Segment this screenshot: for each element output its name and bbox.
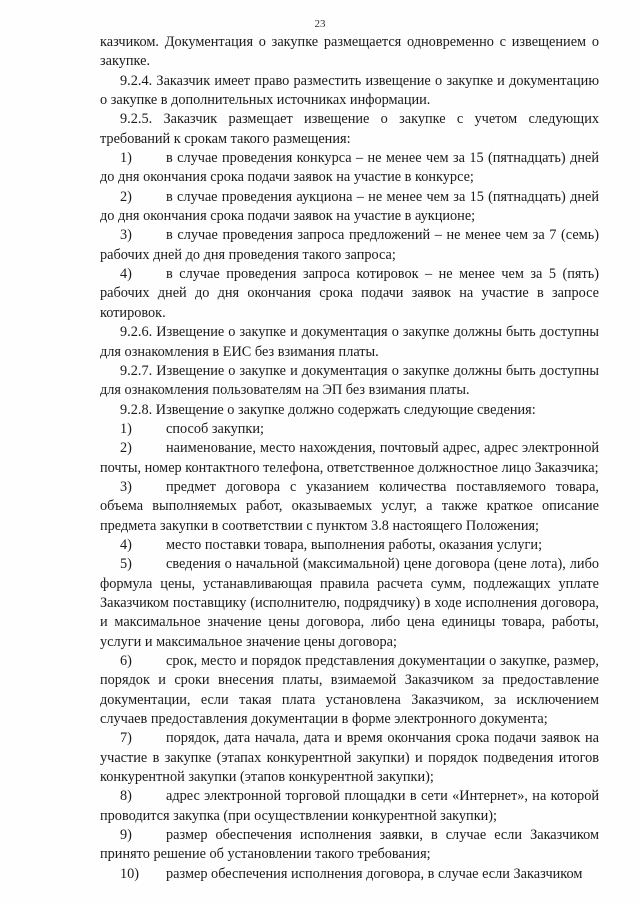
list-item-text: адрес электронной торговой площадки в сети «Интернет», на которой проводится закупка (при осуществлении конкурентной закупки);	[100, 788, 599, 824]
list-item-text: наименование, место нахождения, почтовый адрес, адрес электронной почты, номер контактного телефона, ответственное должностное лицо Заказчика;	[100, 440, 599, 476]
list-item-number: 3)	[120, 227, 132, 244]
list-item	[100, 265, 599, 323]
paragraph-9-2-5: 9.2.5. Заказчик размещает извещение о закупке с учетом следующих требований к срокам такого размещения:	[100, 111, 599, 147]
list-item-number: 7)	[120, 730, 132, 747]
paragraph-continuation: казчиком. Документация о закупке размещается одновременно с извещением о закупке.	[100, 34, 599, 70]
list-item-number: 1)	[120, 420, 132, 437]
list-item-number: 5)	[120, 556, 132, 573]
list-item-text: в случае проведения запроса предложений – не менее чем за 7 (семь) рабочих дней до дня проведения такого запроса;	[100, 227, 599, 263]
list-item-number: 4)	[120, 536, 132, 553]
list-item	[100, 149, 599, 188]
list-item	[100, 188, 599, 227]
list-item-number: 4)	[120, 266, 132, 283]
list-item	[100, 729, 599, 787]
list-item-text: размер обеспечения исполнения заявки, в случае если Заказчиком принято решение об установлении такого требования;	[100, 827, 599, 863]
list-item-text: предмет договора с указанием количества поставляемого товара, объема выполняемых работ, оказываемых услуг, а также краткое описание предмета закупки в соответствии с пунктом 3.8 настоящего Положения;	[100, 478, 599, 534]
list-item-text: порядок, дата начала, дата и время окончания срока подачи заявок на участие в закупке (этапах конкурентной закупки) и порядок подведения итогов конкурентной закупки (этапов конкурентной закупки);	[100, 730, 599, 786]
document-body	[100, 33, 599, 884]
list-item-number: 1)	[120, 150, 132, 167]
list-item	[100, 826, 599, 865]
list-item-text: размер обеспечения исполнения договора, в случае если Заказчиком	[166, 865, 583, 882]
list-item-number: 9)	[120, 827, 132, 844]
list-item-text: место поставки товара, выполнения работы, оказания услуги;	[166, 536, 543, 553]
list-item	[100, 555, 599, 652]
list-item	[100, 478, 599, 536]
list-item-number: 3)	[120, 478, 132, 495]
list-item-text: в случае проведения конкурса – не менее чем за 15 (пятнадцать) дней до дня окончания срока подачи заявок на участие в конкурсе;	[100, 150, 599, 186]
list-item-text: срок, место и порядок представления документации о закупке, размер, порядок и сроки внесения платы, взимаемой Заказчиком за предоставление документации, если такая плата установлена Заказчиком, за исключением случаев предоставления документации в форме электронного документа;	[100, 653, 599, 728]
list-item-number: 10)	[120, 865, 140, 882]
list-item-text: сведения о начальной (максимальной) цене договора (цене лота), либо формула цены, устанавливающая правила расчета сумм, подлежащих уплате Заказчиком поставщику (исполнителю, подрядчику) в ходе исполнения договора, и максимальное значение цены договора, либо цена единицы товара, работы, услуги и максимальное значение цены договора;	[100, 556, 599, 650]
list-item	[100, 652, 599, 729]
page-number: 23	[314, 18, 326, 30]
paragraph-9-2-8: 9.2.8. Извещение о закупке должно содержать следующие сведения:	[120, 401, 536, 418]
list-item	[100, 536, 599, 555]
list-item	[100, 420, 599, 439]
list-item	[100, 787, 599, 826]
list-item-number: 8)	[120, 788, 132, 805]
paragraph-9-2-6: 9.2.6. Извещение о закупке и документация о закупке должны быть доступны для ознакомления в ЕИС без взимания платы.	[100, 324, 599, 360]
list-item-text: в случае проведения аукциона – не менее чем за 15 (пятнадцать) дней до дня окончания срока подачи заявок на участие в аукционе;	[100, 188, 599, 225]
list-item-number: 6)	[120, 653, 132, 669]
paragraph-9-2-4: 9.2.4. Заказчик имеет право разместить извещение о закупке и документацию о закупке в дополнительных источниках информации.	[100, 72, 599, 109]
list-item-text: в случае проведения запроса котировок – не менее чем за 5 (пять) рабочих дней до дня окончания срока подачи заявок на участие в запросе котировок.	[100, 266, 599, 321]
list-item-number: 2)	[120, 440, 132, 457]
paragraph-9-2-7: 9.2.7. Извещение о закупке и документация о закупке должны быть доступны для ознакомления пользователям на ЭП без взимания платы.	[100, 362, 599, 399]
list-item-text: способ закупки;	[166, 420, 264, 437]
list-item	[100, 226, 599, 265]
list-item	[100, 439, 599, 478]
list-item	[100, 865, 599, 884]
list-item-number: 2)	[120, 188, 132, 205]
